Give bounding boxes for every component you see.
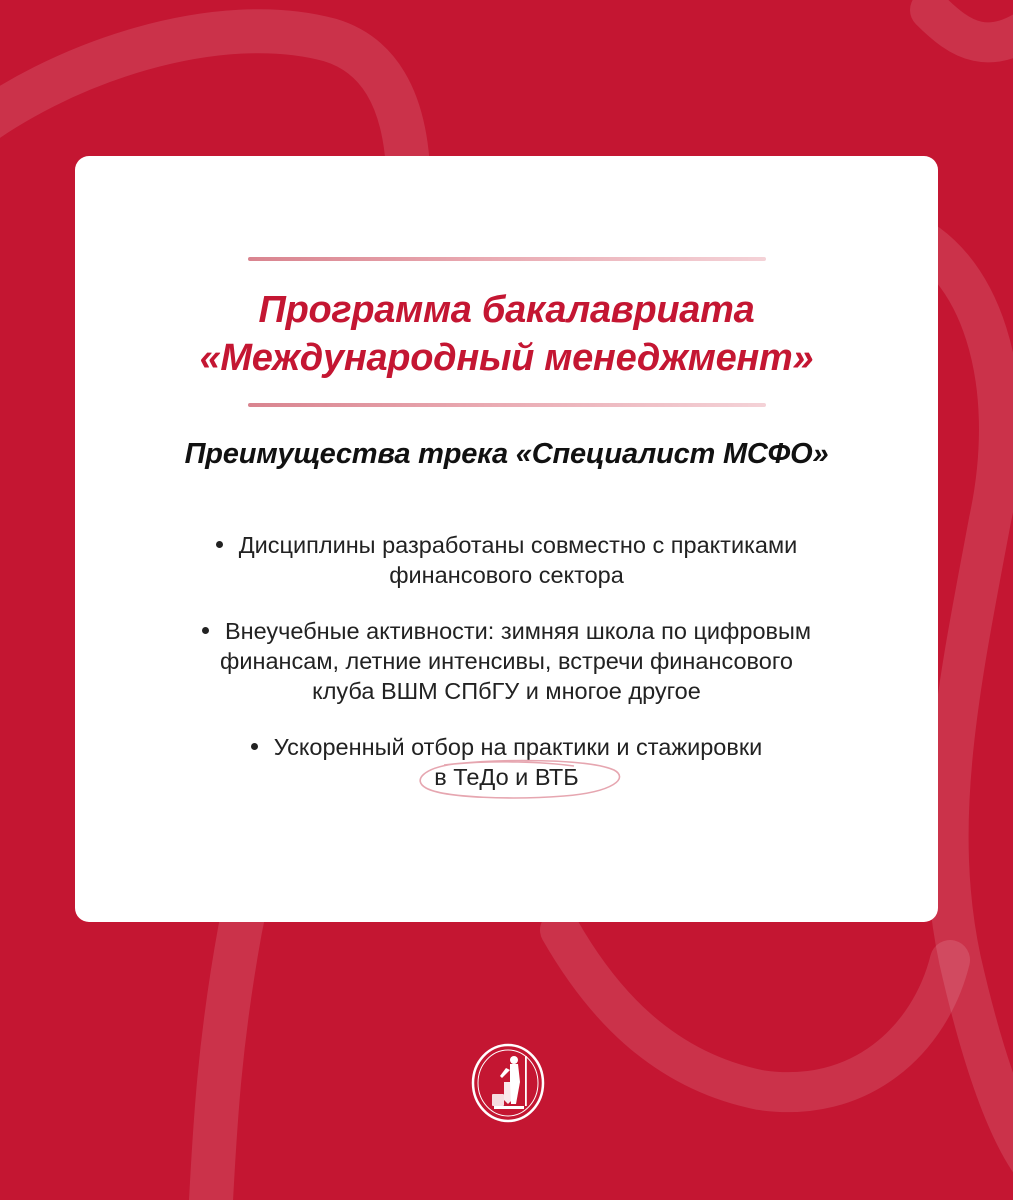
list-item-line: финансам, летние интенсивы, встречи финансового [220, 648, 793, 674]
list-item-line: клуба ВШМ СПбГУ и многое другое [312, 678, 701, 704]
list-item [75, 530, 938, 590]
list-item-line: Дисциплины разработаны совместно с практиками [238, 532, 798, 558]
bullet-icon [216, 541, 223, 548]
highlighted-partners [432, 762, 580, 792]
bullet-icon [202, 627, 209, 634]
highlighted-text: в ТеДо и ВТБ [434, 764, 579, 790]
title-line-1: Программа бакалавриата [258, 289, 755, 331]
page-title [75, 286, 938, 382]
list-item-line: финансового сектора [389, 562, 624, 588]
section-subtitle: Преимущества трека «Специалист МСФО» [184, 438, 829, 470]
content-card [75, 156, 938, 922]
spbu-emblem-icon [470, 1042, 546, 1124]
top-divider [248, 257, 766, 261]
title-line-2: «Международный менеджмент» [199, 337, 814, 379]
bottom-divider [248, 403, 766, 407]
advantages-list [75, 530, 938, 818]
list-item-line: Ускоренный отбор на практики и стажировки [273, 734, 763, 760]
list-item-line: Внеучебные активности: зимняя школа по цифровым [224, 618, 812, 644]
list-item [75, 616, 938, 706]
bullet-icon [251, 743, 258, 750]
list-item [75, 732, 938, 792]
